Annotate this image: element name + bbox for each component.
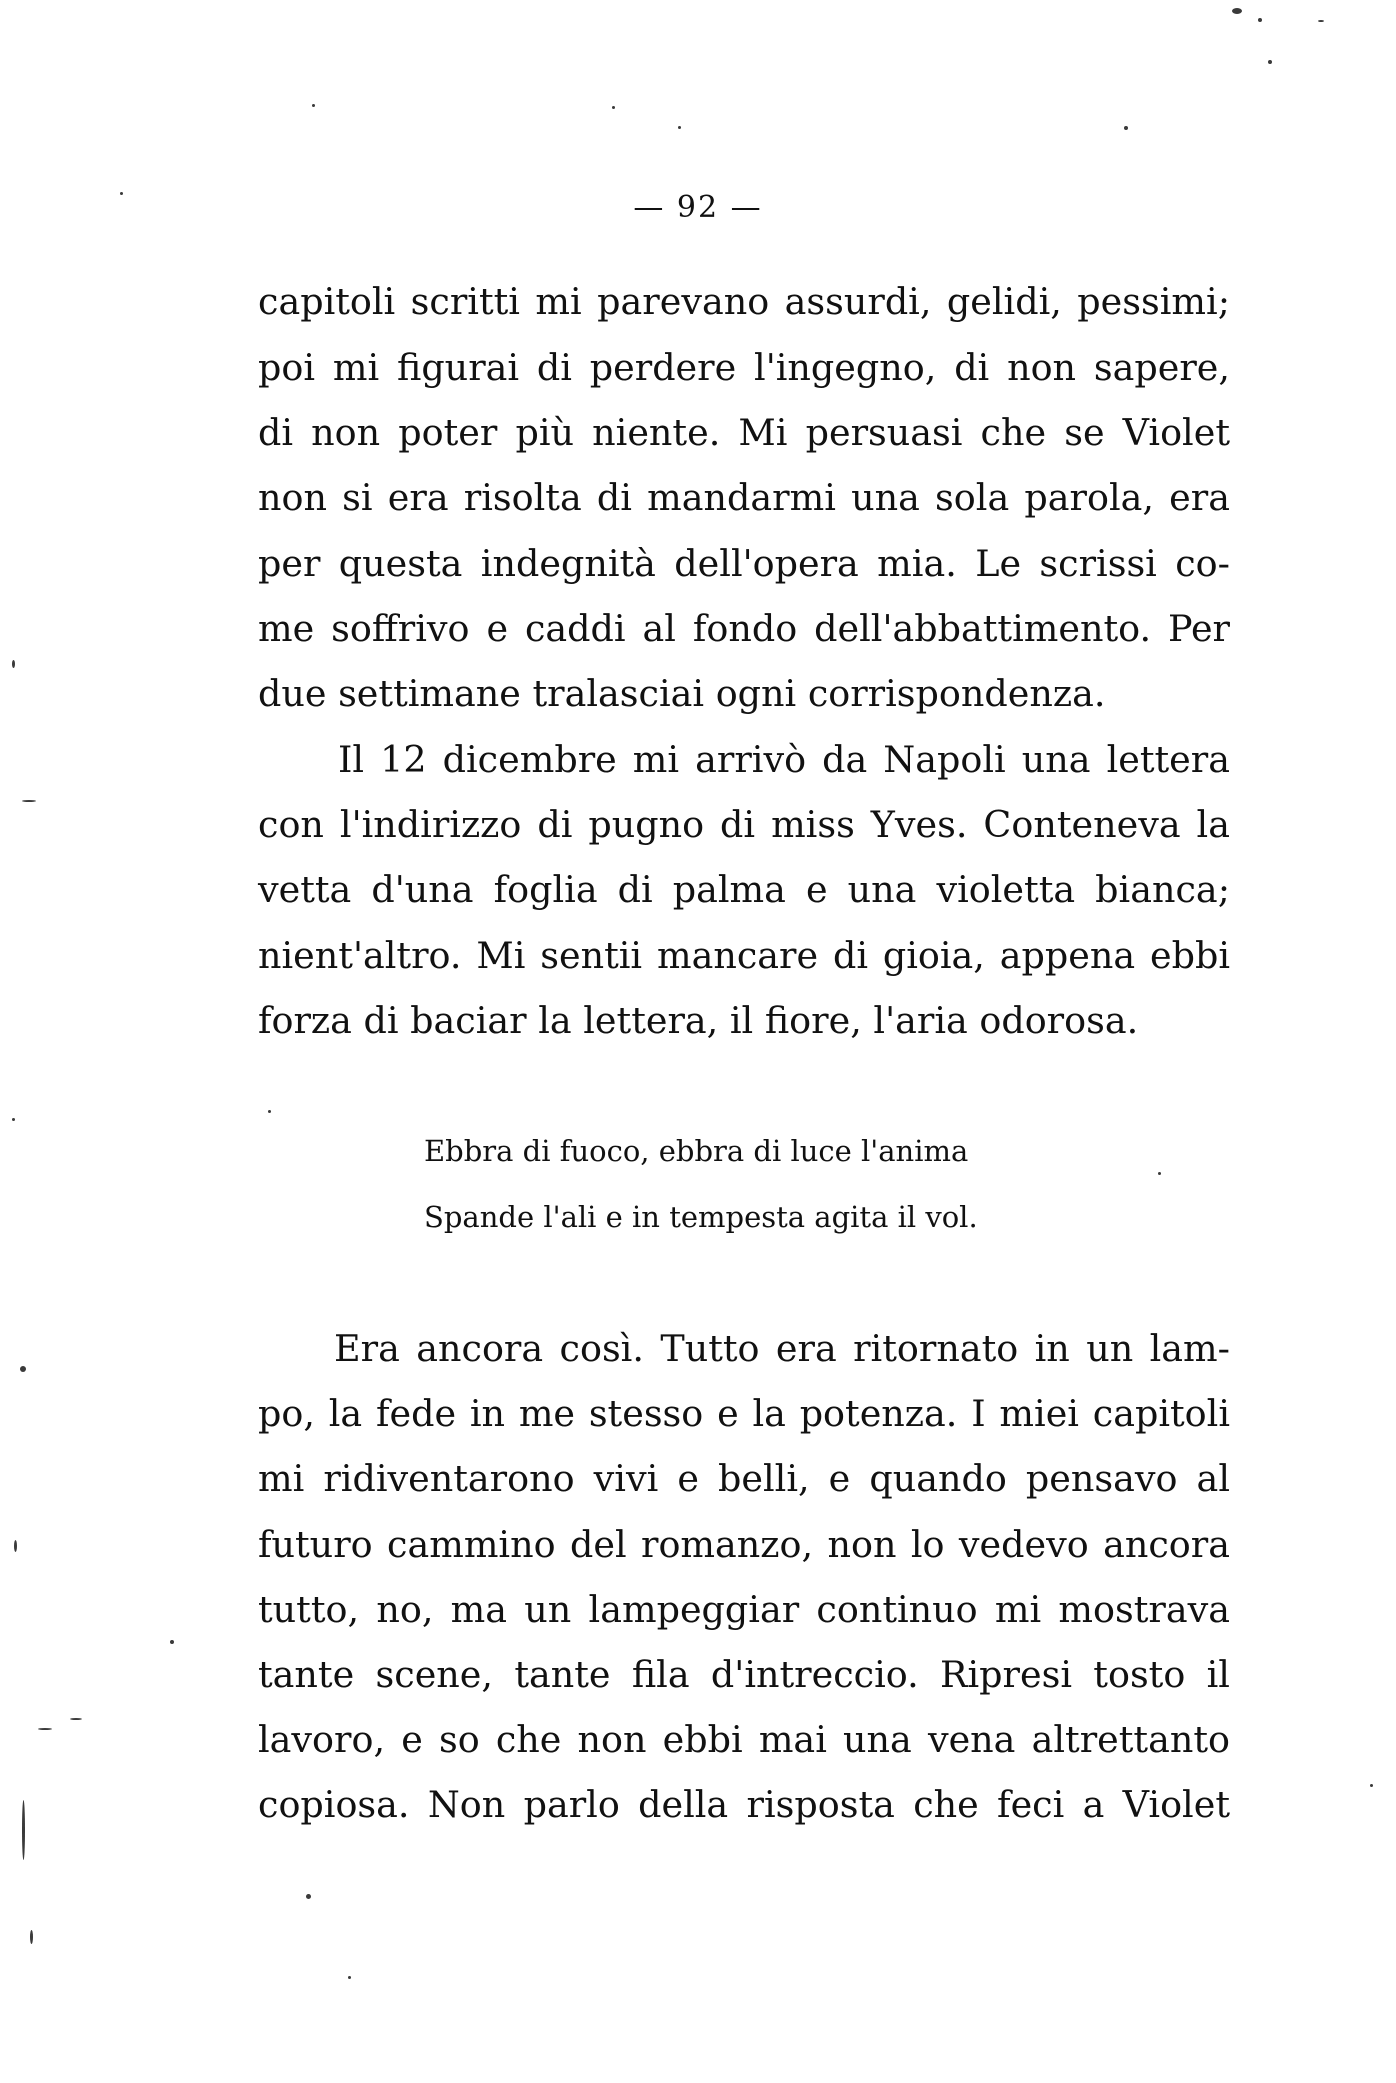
- scan-speck: [1232, 8, 1242, 14]
- scan-speck: [70, 1718, 82, 1720]
- scan-speck: [14, 1540, 17, 1552]
- scan-speck: [306, 1894, 311, 1899]
- scan-speck: [348, 1976, 351, 1979]
- scan-speck: [12, 660, 15, 668]
- scan-speck: [612, 106, 615, 109]
- scan-speck: [12, 1118, 15, 1121]
- text-line: forza di baciar la lettera, il fiore, l'aria odorosa.: [258, 999, 1139, 1042]
- scan-speck: [678, 126, 681, 129]
- scan-speck: [1258, 18, 1262, 22]
- text-line: vetta d'una foglia di palma e una violetta bianca;: [258, 868, 1230, 911]
- scan-speck: [38, 1728, 52, 1730]
- text-line: Il 12 dicembre mi arrivò da Napoli una lettera: [338, 738, 1230, 781]
- scan-speck: [1158, 1172, 1161, 1175]
- scan-speck: [1370, 1784, 1373, 1787]
- scan-speck: [1318, 20, 1324, 22]
- text-line: mi ridiventarono vivi e belli, e quando pensavo al: [258, 1457, 1230, 1500]
- text-line: po, la fede in me stesso e la potenza. I miei capitoli: [258, 1392, 1230, 1435]
- text-line: tutto, no, ma un lampeggiar continuo mi mostrava: [258, 1588, 1230, 1631]
- scan-speck: [22, 1800, 25, 1860]
- text-line: tante scene, tante fila d'intreccio. Ripresi tosto il: [258, 1653, 1230, 1696]
- text-line: di non poter più niente. Mi persuasi che se Violet: [258, 411, 1230, 454]
- text-line: Era ancora così. Tutto era ritornato in un lam-: [334, 1327, 1230, 1370]
- verse-line: Ebbra di fuoco, ebbra di luce l'anima: [424, 1134, 969, 1168]
- scan-speck: [22, 800, 36, 802]
- scan-speck: [20, 1366, 26, 1372]
- text-line: capitoli scritti mi parevano assurdi, gelidi, pessimi;: [258, 280, 1230, 323]
- page-number: — 92 —: [633, 190, 763, 225]
- scan-speck: [1268, 60, 1272, 64]
- verse-line: Spande l'ali e in tempesta agita il vol.: [424, 1200, 978, 1234]
- text-line: me soffrivo e caddi al fondo dell'abbattimento. Per: [258, 607, 1230, 650]
- scan-speck: [170, 1640, 174, 1644]
- text-line: due settimane tralasciai ogni corrispondenza.: [258, 672, 1106, 715]
- text-line: futuro cammino del romanzo, non lo vedevo ancora: [258, 1523, 1230, 1566]
- text-line: non si era risolta di mandarmi una sola parola, era: [258, 476, 1230, 519]
- text-line: copiosa. Non parlo della risposta che feci a Violet: [258, 1783, 1230, 1826]
- scan-speck: [268, 1110, 271, 1113]
- text-line: nient'altro. Mi sentii mancare di gioia, appena ebbi: [258, 934, 1230, 977]
- text-line: poi mi figurai di perdere l'ingegno, di non sapere,: [258, 346, 1230, 389]
- text-line: per questa indegnità dell'opera mia. Le scrissi co-: [258, 542, 1230, 585]
- text-line: con l'indirizzo di pugno di miss Yves. Conteneva la: [258, 803, 1230, 846]
- scan-speck: [1124, 126, 1128, 130]
- scan-speck: [30, 1930, 33, 1944]
- text-line: lavoro, e so che non ebbi mai una vena altrettanto: [258, 1718, 1230, 1761]
- scan-speck: [312, 104, 315, 107]
- scan-speck: [120, 192, 123, 195]
